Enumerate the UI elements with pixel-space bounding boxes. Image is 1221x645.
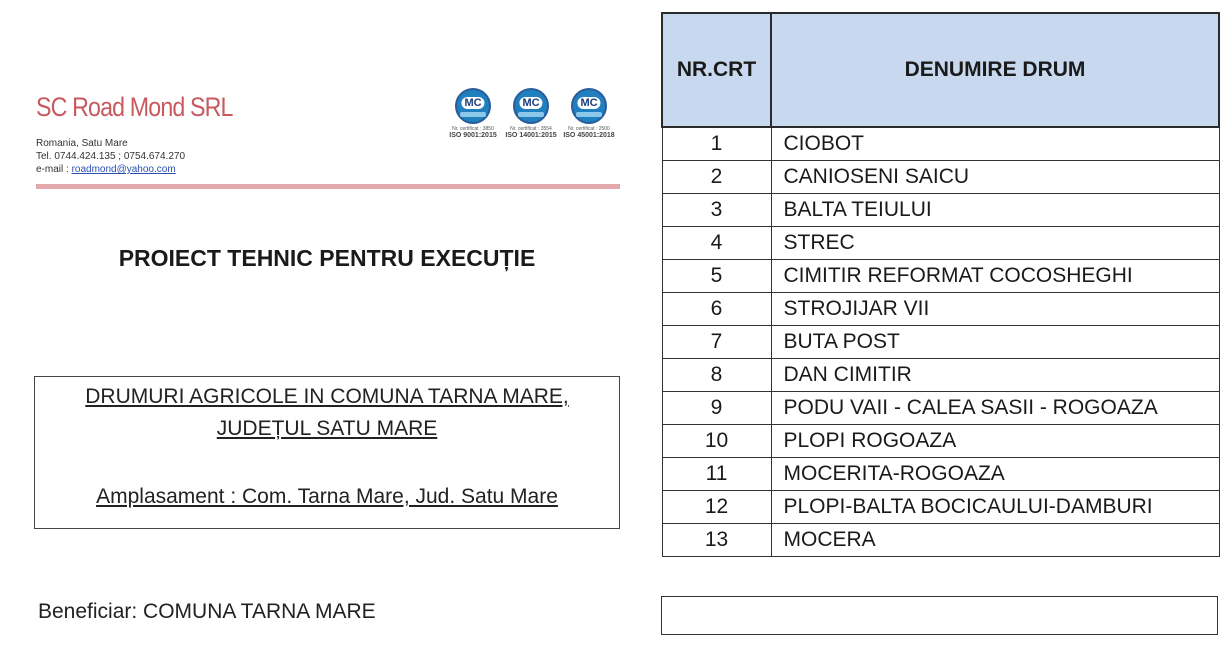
row-number: 8 xyxy=(662,358,771,391)
column-header-nr: NR.CRT xyxy=(662,13,771,127)
row-number: 4 xyxy=(662,226,771,259)
mc-certification-icon: MC xyxy=(571,88,607,124)
column-header-road-name: DENUMIRE DRUM xyxy=(771,13,1219,127)
road-name: PLOPI ROGOAZA xyxy=(771,424,1219,457)
table-row xyxy=(662,490,1219,523)
road-name: BUTA POST xyxy=(771,325,1219,358)
road-name: CIMITIR REFORMAT COCOSHEGHI xyxy=(771,259,1219,292)
iso-standard: ISO 9001:2015 xyxy=(449,132,497,139)
table-row xyxy=(662,127,1219,160)
cert-number: Nr. certificat : 3850 xyxy=(452,126,494,132)
roads-table xyxy=(661,12,1220,557)
row-number: 10 xyxy=(662,424,771,457)
email-link[interactable]: roadmond@yahoo.com xyxy=(71,164,176,175)
mc-certification-icon: MC xyxy=(513,88,549,124)
table-row xyxy=(662,193,1219,226)
road-name: BALTA TEIULUI xyxy=(771,193,1219,226)
table-row xyxy=(662,292,1219,325)
certification-badge-iso-14001 xyxy=(504,88,558,139)
row-number: 5 xyxy=(662,259,771,292)
cert-number: Nr. certificat : 3554 xyxy=(510,126,552,132)
table-row xyxy=(662,391,1219,424)
table-row xyxy=(662,358,1219,391)
road-name: DAN CIMITIR xyxy=(771,358,1219,391)
table-row xyxy=(662,457,1219,490)
table-header-row xyxy=(662,13,1219,127)
company-email xyxy=(36,164,176,175)
row-number: 2 xyxy=(662,160,771,193)
company-logo-text: SC Road Mond SRL xyxy=(36,92,233,122)
road-name: MOCERITA-ROGOAZA xyxy=(771,457,1219,490)
document-title: PROIECT TEHNIC PENTRU EXECUȚIE xyxy=(118,245,536,271)
row-number: 7 xyxy=(662,325,771,358)
certification-badge-iso-45001 xyxy=(562,88,616,139)
table-row xyxy=(662,259,1219,292)
table-row xyxy=(662,523,1219,556)
row-number: 11 xyxy=(662,457,771,490)
table-row xyxy=(662,424,1219,457)
row-number: 6 xyxy=(662,292,771,325)
project-name-line2: JUDEȚUL SATU MARE xyxy=(216,417,438,440)
project-info-box xyxy=(34,376,620,529)
project-name-line1: DRUMURI AGRICOLE IN COMUNA TARNA MARE, xyxy=(85,385,569,408)
project-location: Amplasament : Com. Tarna Mare, Jud. Satu Mare xyxy=(96,485,558,508)
road-name: CANIOSENI SAICU xyxy=(771,160,1219,193)
company-address: Romania, Satu Mare xyxy=(36,138,128,149)
email-label: e-mail : xyxy=(36,164,72,175)
road-name: MOCERA xyxy=(771,523,1219,556)
table-footer-empty xyxy=(661,596,1218,635)
beneficiary: Beneficiar: COMUNA TARNA MARE xyxy=(38,600,376,623)
table-row xyxy=(662,325,1219,358)
road-name: CIOBOT xyxy=(771,127,1219,160)
mc-certification-icon: MC xyxy=(455,88,491,124)
table-row xyxy=(662,160,1219,193)
road-name: PLOPI-BALTA BOCICAULUI-DAMBURI xyxy=(771,490,1219,523)
iso-standard: ISO 14001:2015 xyxy=(505,132,557,139)
row-number: 9 xyxy=(662,391,771,424)
iso-standard: ISO 45001:2018 xyxy=(563,132,615,139)
row-number: 13 xyxy=(662,523,771,556)
road-name: STREC xyxy=(771,226,1219,259)
row-number: 1 xyxy=(662,127,771,160)
letterhead-divider xyxy=(36,184,620,189)
road-name: STROJIJAR VII xyxy=(771,292,1219,325)
road-name: PODU VAII - CALEA SASII - ROGOAZA xyxy=(771,391,1219,424)
cert-number: Nr. certificat : 2500 xyxy=(568,126,610,132)
row-number: 12 xyxy=(662,490,771,523)
certification-badge-iso-9001 xyxy=(446,88,500,139)
row-number: 3 xyxy=(662,193,771,226)
company-phone: Tel. 0744.424.135 ; 0754.674.270 xyxy=(36,151,186,162)
table-row xyxy=(662,226,1219,259)
